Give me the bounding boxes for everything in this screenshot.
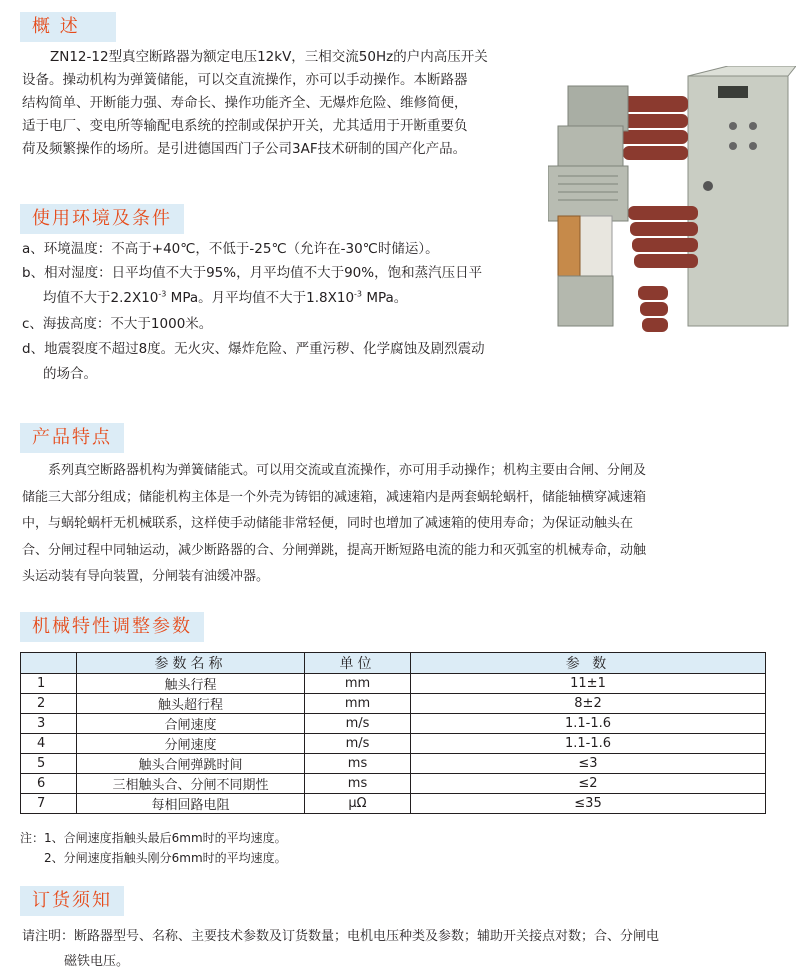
row-unit: m/s [305,714,411,734]
features-line: 头运动装有导向装置，分闸装有油缓冲器。 [22,569,270,584]
table-row [21,674,766,694]
col-header-unit: 单位 [305,653,411,674]
env-item-b: b、相对湿度：日平均值不大于95%，月平均值不大于90%，饱和蒸汽压日平 [22,265,483,281]
row-value: 1.1-1.6 [411,714,766,734]
section-title-ordering: 订货须知 [20,886,124,916]
row-name: 触头行程 [77,674,305,694]
row-no: 4 [21,734,77,754]
overview-line: ZN12-12型真空断路器为额定电压12kV，三相交流50Hz的户内高压开关 [50,49,488,65]
env-item-d: d、地震裂度不超过8度。无火灾、爆炸危险、严重污秽、化学腐蚀及剧烈震动 [22,341,485,357]
ordering-line: 请注明：断路器型号、名称、主要技术参数及订货数量；电机电压种类及参数；辅助开关接点对数；合、分闸电 [22,929,660,944]
row-value: ≤2 [411,774,766,794]
col-header-no [21,653,77,674]
row-name: 触头合闸弹跳时间 [77,754,305,774]
table-row [21,754,766,774]
col-header-name: 参数名称 [77,653,305,674]
row-name: 合闸速度 [77,714,305,734]
env-item-a: a、环境温度：不高于+40℃，不低于-25℃（允许在-30℃时储运）。 [22,241,439,257]
env-b-text: MPa。月平均值不大于1.8X10 [166,290,355,306]
overview-line: 适于电厂、变电所等输配电系统的控制或保护开关，尤其适用于开断重要负 [22,118,468,134]
section-title-overview: 概 述 [20,12,116,42]
row-no: 2 [21,694,77,714]
row-unit: mm [305,674,411,694]
env-b-text: 均值不大于2.2X10 [43,290,159,306]
row-no: 1 [21,674,77,694]
note-1: 注：1、合闸速度指触头最后6mm时的平均速度。 [20,831,287,845]
row-no: 3 [21,714,77,734]
row-unit: mm [305,694,411,714]
row-name: 触头超行程 [77,694,305,714]
env-b-exp: -3 [354,289,363,299]
table-row [21,694,766,714]
row-value: ≤3 [411,754,766,774]
overview-line: 荷及频繁操作的场所。是引进德国西门子公司3AF技术研制的国产化产品。 [22,141,467,157]
note-2: 2、分闸速度指触头刚分6mm时的平均速度。 [44,851,287,865]
table-header-row [21,653,766,674]
row-value: ≤35 [411,794,766,814]
features-text [22,458,782,591]
row-name: 三相触头合、分闸不同期性 [77,774,305,794]
table-row [21,774,766,794]
table-row [21,734,766,754]
section-title-mechanical: 机械特性调整参数 [20,612,204,642]
env-item-b-cont [43,287,407,310]
row-no: 7 [21,794,77,814]
row-value: 11±1 [411,674,766,694]
env-item-c: c、海拔高度：不大于1000米。 [22,316,213,332]
row-value: 1.1-1.6 [411,734,766,754]
row-name: 分闸速度 [77,734,305,754]
features-line: 中，与蜗轮蜗杆无机械联系，这样使手动储能非常轻便，同时也增加了减速箱的使用寿命；为保证动触头在 [22,516,634,531]
env-b-exp: -3 [158,289,167,299]
row-no: 5 [21,754,77,774]
table-row [21,714,766,734]
env-b-text: MPa。 [362,290,408,306]
table-notes [20,828,287,868]
product-photo [548,66,796,356]
params-table-wrap [20,652,766,814]
section-title-features: 产品特点 [20,423,124,453]
row-no: 6 [21,774,77,794]
overview-line: 结构简单、开断能力强、寿命长、操作功能齐全、无爆炸危险、维修简便， [22,95,468,111]
overview-line: 设备。操动机构为弹簧储能，可以交直流操作，亦可以手动操作。本断路器 [22,72,468,88]
row-unit: ms [305,774,411,794]
features-line: 系列真空断路器机构为弹簧储能式。可以用交流或直流操作，亦可用手动操作；机构主要由合闸、分闸及 [48,463,647,478]
table-row [21,794,766,814]
overview-text [22,46,552,161]
col-header-value: 参 数 [411,653,766,674]
ordering-line: 磁铁电压。 [64,954,130,969]
features-line: 储能三大部分组成；储能机构主体是一个外壳为铸铝的减速箱，减速箱内是两套蜗轮蜗杆，储能轴横穿减速箱 [22,489,647,505]
params-table [20,652,766,814]
features-line: 合、分闸过程中同轴运动，减少断路器的合、分闸弹跳，提高开断短路电流的能力和灭弧室的机械寿命，动触 [22,542,647,558]
env-item-d-cont: 的场合。 [43,366,97,382]
row-name: 每相回路电阻 [77,794,305,814]
row-unit: μΩ [305,794,411,814]
section-title-environment: 使用环境及条件 [20,204,184,234]
row-unit: ms [305,754,411,774]
row-unit: m/s [305,734,411,754]
ordering-text [22,924,792,974]
row-value: 8±2 [411,694,766,714]
